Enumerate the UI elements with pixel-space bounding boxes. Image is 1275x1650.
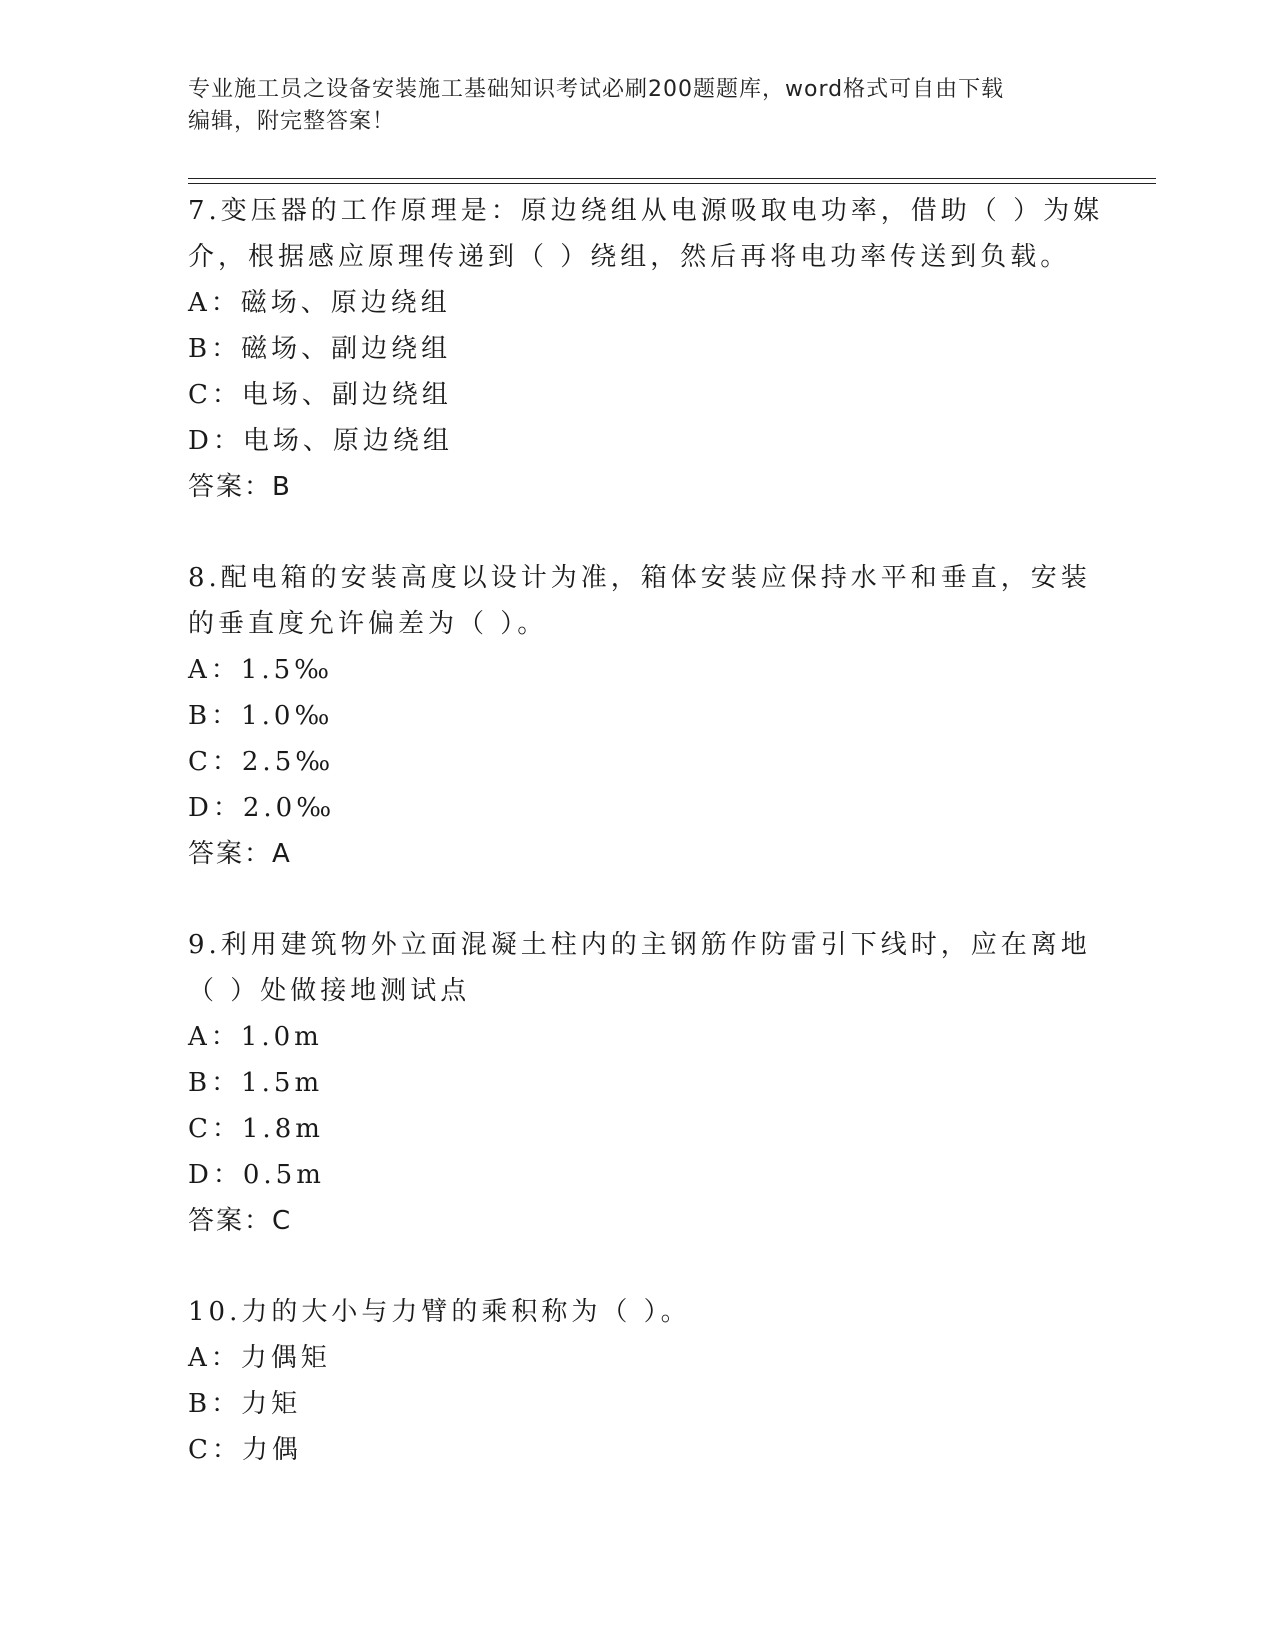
- question-9: [188, 922, 1091, 1244]
- option-a: A：磁场、原边绕组: [188, 288, 451, 318]
- option-a: A：1.0m: [188, 1022, 323, 1052]
- question-stem-line: 的垂直度允许偏差为（ ）。: [188, 609, 548, 639]
- question-stem-line: （ ）处做接地测试点: [188, 976, 471, 1006]
- option-a: A：力偶矩: [188, 1343, 331, 1373]
- question-10: [188, 1289, 1088, 1473]
- option-d: D：0.5m: [188, 1160, 325, 1190]
- header-line-2: 编辑，附完整答案！: [188, 109, 396, 134]
- question-7: [188, 188, 1104, 510]
- document-header: [188, 74, 1088, 138]
- option-b: B：力矩: [188, 1389, 302, 1419]
- header-line-1: 专业施工员之设备安装施工基础知识考试必刷200题题库，word格式可自由下载: [188, 77, 1005, 102]
- answer: 答案：C: [188, 1206, 293, 1236]
- question-8: [188, 555, 1091, 877]
- option-c: C：力偶: [188, 1435, 302, 1465]
- answer: 答案：A: [188, 839, 292, 869]
- option-c: C：2.5‰: [188, 747, 335, 777]
- option-b: B：1.5m: [188, 1068, 324, 1098]
- option-c: C：1.8m: [188, 1114, 324, 1144]
- option-c: C：电场、副边绕组: [188, 380, 452, 410]
- option-b: B：磁场、副边绕组: [188, 334, 452, 364]
- option-d: D：电场、原边绕组: [188, 426, 453, 456]
- question-stem-line: 7.变压器的工作原理是：原边绕组从电源吸取电功率，借助（ ）为媒: [188, 196, 1104, 226]
- question-stem-line: 8.配电箱的安装高度以设计为准，箱体安装应保持水平和垂直，安装: [188, 563, 1091, 593]
- question-stem-line: 介，根据感应原理传递到（ ）绕组，然后再将电功率传送到负载。: [188, 242, 1071, 272]
- header-divider-top: [188, 178, 1156, 179]
- question-stem-line: 9.利用建筑物外立面混凝土柱内的主钢筋作防雷引下线时，应在离地: [188, 930, 1091, 960]
- answer: 答案：B: [188, 472, 292, 502]
- header-divider-bottom: [188, 183, 1156, 184]
- option-a: A：1.5‰: [188, 655, 334, 685]
- option-b: B：1.0‰: [188, 701, 334, 731]
- option-d: D：2.0‰: [188, 793, 336, 823]
- question-stem-line: 10.力的大小与力臂的乘积称为（ ）。: [188, 1297, 691, 1327]
